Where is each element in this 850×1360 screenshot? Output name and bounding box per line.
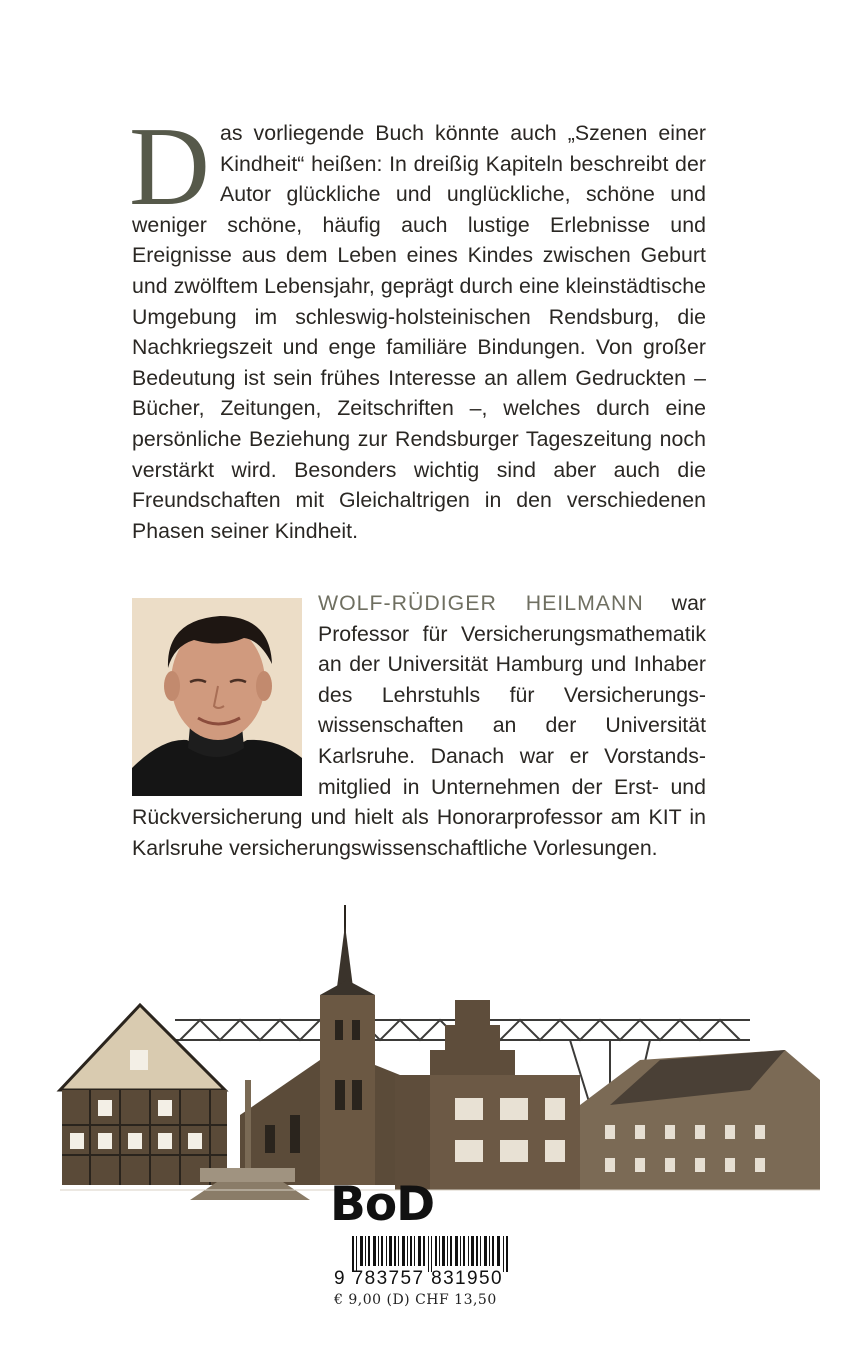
publisher-logo: BoD: [330, 1177, 435, 1232]
author-bio: [132, 588, 706, 863]
price-label: € 9,00 (D) CHF 13,50: [334, 1292, 497, 1308]
photo-float-spacer: [132, 588, 318, 802]
isbn-number: 9 783757 831950: [334, 1268, 503, 1289]
author-name: WOLF-RÜDIGER HEILMANN: [318, 591, 644, 615]
blurb-text: as vorliegende Buch könnte auch „Szenen einer Kindheit“ heißen: In dreißig Kapiteln beschreibt der Autor glückliche und unglückliche, schöne und weniger schöne, häufig auch lustige Erlebnisse und Ereignisse aus dem Leben eines Kindes zwischen Geburt und zwölftem Lebensjahr, geprägt durch eine kleinstädtische Umgebung im schleswig-holsteinischen Rendsburg, die Nachkriegszeit und enge familiäre Bindungen. Von großer Bedeutung ist sein frühes Interesse an allem Gedruckten – Bücher, Zeitungen, Zeitschriften –, welches durch eine persönliche Beziehung zur Rendsburger Tageszeitung noch verstärkt wird. Besonders wichtig sind aber auch die Freundschaften mit Gleichaltrigen in den verschiedenen Phasen seiner Kindheit.: [132, 121, 706, 543]
back-cover-blurb: [129, 105, 706, 546]
isbn-barcode: [352, 1236, 512, 1272]
drop-cap: D: [129, 105, 210, 229]
author-bio-text: war Professor für Versicherungsmathematik an der Universität Hamburg und Inhaber des Lehrstuhls für Versicherungswissenschaften an der Universität Karlsruhe. Danach war er Vorstandsmitglied in Unternehmen der Erst- und Rückversicherung und hielt als Honorarprofessor am KIT in Karlsruhe versicherungswissenschaftliche Vorlesungen.: [132, 591, 706, 860]
